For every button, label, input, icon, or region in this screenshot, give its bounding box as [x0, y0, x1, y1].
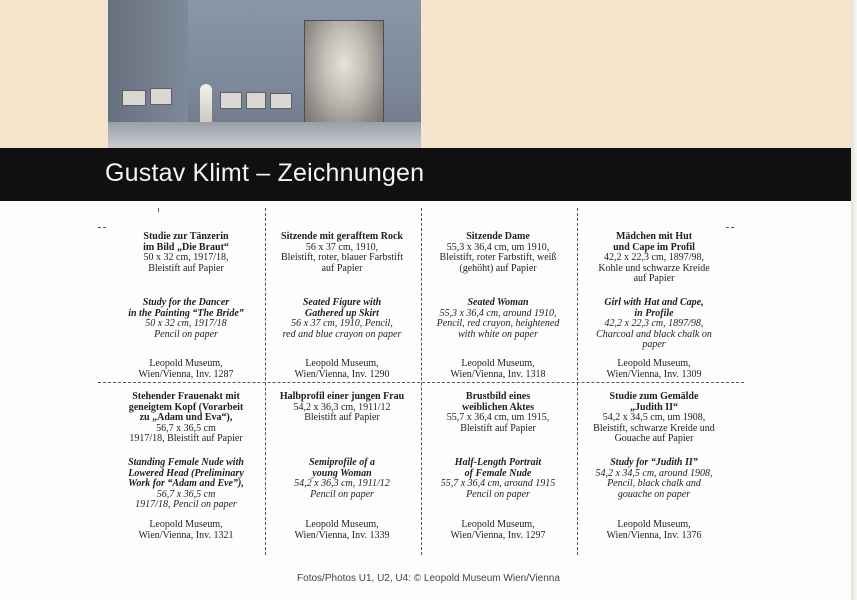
- text-line: 55,7 x 36,4 cm, around 1915: [440, 478, 556, 490]
- photo-credit: Fotos/Photos U1, U2, U4: © Leopold Museum Wien/Vienna: [297, 573, 560, 584]
- de-detail-block: [580, 413, 728, 445]
- museum-block: [112, 359, 260, 380]
- text-line: with white on paper: [458, 328, 538, 340]
- text-line: im Bild „Die Braut“: [143, 241, 229, 253]
- de-title-block: [112, 232, 260, 253]
- text-line: Wien/Vienna, Inv. 1309: [606, 368, 702, 380]
- english-description: [424, 298, 572, 358]
- text-line: 55,3 x 36,4 cm, um 1910,: [446, 241, 550, 253]
- en-detail-block: [112, 490, 260, 511]
- english-description: [424, 458, 572, 518]
- text-line: auf Papier: [633, 273, 675, 285]
- text-line: Leopold Museum,: [617, 519, 691, 530]
- text-line: Wien/Vienna, Inv. 1376: [606, 529, 702, 541]
- text-line: Bleistift auf Papier: [460, 422, 536, 434]
- artwork-card: [424, 232, 572, 382]
- cut-mark: [726, 227, 734, 228]
- text-line: und Cape im Profil: [613, 241, 695, 253]
- english-description: [268, 458, 416, 518]
- text-line: 42,2 x 22,3 cm, 1897/98,: [604, 318, 704, 330]
- page-title: Gustav Klimt – Zeichnungen: [105, 159, 425, 187]
- photo-left-wall: [108, 0, 188, 122]
- de-title-block: [424, 232, 572, 243]
- photo-frame: [270, 93, 292, 109]
- text-line: auf Papier: [321, 262, 363, 274]
- text-line: Wien/Vienna, Inv. 1297: [450, 529, 546, 541]
- text-line: Stehender Frauenakt mit: [132, 391, 240, 402]
- text-line: Wien/Vienna, Inv. 1318: [450, 368, 546, 380]
- text-line: Bleistift auf Papier: [304, 412, 380, 424]
- text-line: Brustbild eines: [465, 391, 531, 402]
- photo-frame: [246, 92, 266, 109]
- text-line: 56,7 x 36,5 cm: [156, 488, 216, 500]
- text-line: Wien/Vienna, Inv. 1287: [138, 368, 234, 380]
- artwork-card: [112, 232, 260, 382]
- artwork-card: [268, 232, 416, 382]
- text-line: 54,2 x 34,5 cm, around 1908,: [595, 467, 713, 479]
- english-description: [580, 458, 728, 518]
- text-line: 50 x 32 cm, 1917/18,: [143, 252, 229, 264]
- text-line: weiblichen Aktes: [462, 401, 534, 413]
- text-line: Leopold Museum,: [461, 358, 535, 369]
- text-line: 55,7 x 36,4 cm, um 1915,: [446, 412, 550, 424]
- german-description: [580, 232, 728, 292]
- museum-block: [580, 520, 728, 541]
- text-line: gouache on paper: [617, 488, 691, 500]
- text-line: Halbprofil einer jungen Frau: [279, 391, 405, 402]
- text-line: 1917/18, Pencil on paper: [135, 499, 237, 511]
- text-line: Studie zur Tänzerin: [143, 231, 229, 242]
- text-line: Leopold Museum,: [149, 519, 223, 530]
- de-title-block: [580, 392, 728, 413]
- photo-frame: [150, 88, 172, 105]
- text-line: Wien/Vienna, Inv. 1321: [138, 529, 234, 541]
- german-description: [268, 392, 416, 452]
- text-line: Study for “Judith II”: [610, 457, 698, 468]
- museum-block: [112, 520, 260, 541]
- text-line: Girl with Hat and Cape,: [604, 297, 704, 308]
- text-line: Leopold Museum,: [149, 358, 223, 369]
- text-line: geneigtem Kopf (Vorarbeit: [128, 401, 244, 413]
- artwork-card: [268, 392, 416, 542]
- de-detail-block: [112, 253, 260, 274]
- text-line: 1917/18, Bleistift auf Papier: [129, 433, 243, 445]
- photo-frame: [122, 90, 146, 106]
- text-line: 56 x 37 cm, 1910, Pencil,: [291, 318, 393, 330]
- text-line: Bleistift auf Papier: [148, 262, 224, 274]
- page-edge: [851, 0, 857, 600]
- photo-floor: [108, 122, 421, 148]
- text-line: Mädchen mit Hut: [615, 231, 693, 242]
- artwork-card: [424, 392, 572, 542]
- text-line: Bleistift, schwarze Kreide und: [593, 422, 715, 434]
- text-line: Gouache auf Papier: [614, 433, 694, 445]
- text-line: 55,3 x 36,4 cm, around 1910,: [439, 307, 557, 319]
- german-description: [424, 232, 572, 292]
- artwork-grid: [108, 218, 734, 555]
- text-line: Pencil on paper: [154, 328, 218, 340]
- text-line: Gathered up Skirt: [305, 307, 379, 319]
- cut-mark: [98, 227, 106, 228]
- text-line: young Woman: [312, 467, 372, 479]
- text-line: Studie zum Gemälde: [609, 391, 699, 402]
- text-line: Bleistift, roter, blauer Farbstift: [280, 252, 404, 264]
- german-description: [268, 232, 416, 292]
- text-line: 56,7 x 36,5 cm: [156, 422, 216, 434]
- photo-large-painting: [304, 20, 384, 130]
- photo-frame: [220, 92, 242, 109]
- en-title-block: [580, 458, 728, 469]
- english-description: [580, 298, 728, 358]
- text-line: 42,2 x 22,3 cm, 1897/98,: [604, 252, 704, 264]
- de-title-block: [268, 232, 416, 243]
- en-detail-block: [580, 319, 728, 351]
- text-line: Sitzende mit gerafftem Rock: [281, 231, 403, 242]
- de-detail-block: [268, 403, 416, 424]
- text-line: 56 x 37 cm, 1910,: [305, 241, 379, 253]
- german-description: [112, 392, 260, 452]
- text-line: red and blue crayon on paper: [282, 328, 402, 340]
- gallery-photo: [108, 0, 421, 148]
- text-line: of Female Nude: [464, 467, 532, 479]
- text-line: Pencil on paper: [310, 488, 374, 500]
- english-description: [112, 458, 260, 518]
- text-line: paper: [642, 339, 666, 351]
- text-line: Pencil, red crayon, heightened: [436, 318, 560, 330]
- text-line: zu „Adam und Eva“),: [139, 412, 233, 424]
- de-title-block: [268, 392, 416, 403]
- en-title-block: [268, 298, 416, 319]
- text-line: Pencil on paper: [466, 488, 530, 500]
- text-line: 54,2 x 34,5 cm, um 1908,: [602, 412, 706, 424]
- artwork-card: [580, 392, 728, 542]
- text-line: Leopold Museum,: [305, 519, 379, 530]
- cut-mark: [158, 208, 159, 212]
- english-description: [268, 298, 416, 358]
- de-detail-block: [424, 413, 572, 434]
- de-title-block: [580, 232, 728, 253]
- row-divider: [98, 382, 744, 383]
- text-line: Lowered Head (Preliminary: [128, 467, 244, 479]
- text-line: Leopold Museum,: [461, 519, 535, 530]
- title-band: [0, 148, 857, 201]
- de-title-block: [112, 392, 260, 424]
- en-title-block: [580, 298, 728, 319]
- text-line: (gehöht) auf Papier: [459, 262, 537, 274]
- text-line: 54,2 x 36,3 cm, 1911/12: [294, 478, 390, 490]
- text-line: Sitzende Dame: [466, 231, 530, 242]
- en-title-block: [424, 458, 572, 479]
- text-line: Semiprofile of a: [308, 457, 376, 468]
- text-line: Seated Woman: [467, 297, 529, 308]
- german-description: [112, 232, 260, 292]
- artwork-card: [112, 392, 260, 542]
- text-line: 54,2 x 36,3 cm, 1911/12: [293, 401, 391, 413]
- en-title-block: [424, 298, 572, 309]
- en-detail-block: [580, 469, 728, 501]
- text-line: in Profile: [634, 307, 674, 319]
- text-line: Work for “Adam and Eve”),: [128, 478, 244, 490]
- german-description: [580, 392, 728, 452]
- artwork-card: [580, 232, 728, 382]
- en-detail-block: [424, 309, 572, 341]
- text-line: „Judith II“: [629, 401, 679, 413]
- text-line: Half-Length Portrait: [454, 457, 542, 468]
- text-line: Leopold Museum,: [617, 358, 691, 369]
- museum-block: [424, 520, 572, 541]
- museum-block: [424, 359, 572, 380]
- de-detail-block: [580, 253, 728, 285]
- museum-block: [580, 359, 728, 380]
- text-line: Seated Figure with: [302, 297, 382, 308]
- de-detail-block: [112, 424, 260, 445]
- en-title-block: [112, 298, 260, 319]
- de-title-block: [424, 392, 572, 413]
- text-line: Pencil, black chalk and: [607, 478, 701, 490]
- text-line: Study for the Dancer: [142, 297, 230, 308]
- text-line: Charcoal and black chalk on: [596, 328, 712, 340]
- german-description: [424, 392, 572, 452]
- en-detail-block: [112, 319, 260, 340]
- text-line: Kohle und schwarze Kreide: [598, 262, 710, 274]
- en-title-block: [268, 458, 416, 479]
- english-description: [112, 298, 260, 358]
- museum-block: [268, 359, 416, 380]
- en-detail-block: [424, 479, 572, 500]
- text-line: Leopold Museum,: [305, 358, 379, 369]
- museum-block: [268, 520, 416, 541]
- de-detail-block: [424, 243, 572, 275]
- en-detail-block: [268, 479, 416, 500]
- en-title-block: [112, 458, 260, 490]
- text-line: 50 x 32 cm, 1917/18: [145, 318, 227, 330]
- en-detail-block: [268, 319, 416, 340]
- de-detail-block: [268, 243, 416, 275]
- text-line: Standing Female Nude with: [128, 457, 244, 468]
- text-line: Wien/Vienna, Inv. 1290: [294, 368, 390, 380]
- text-line: Bleistift, roter Farbstift, weiß: [439, 252, 557, 264]
- text-line: Wien/Vienna, Inv. 1339: [294, 529, 390, 541]
- text-line: in the Painting “The Bride”: [128, 307, 244, 319]
